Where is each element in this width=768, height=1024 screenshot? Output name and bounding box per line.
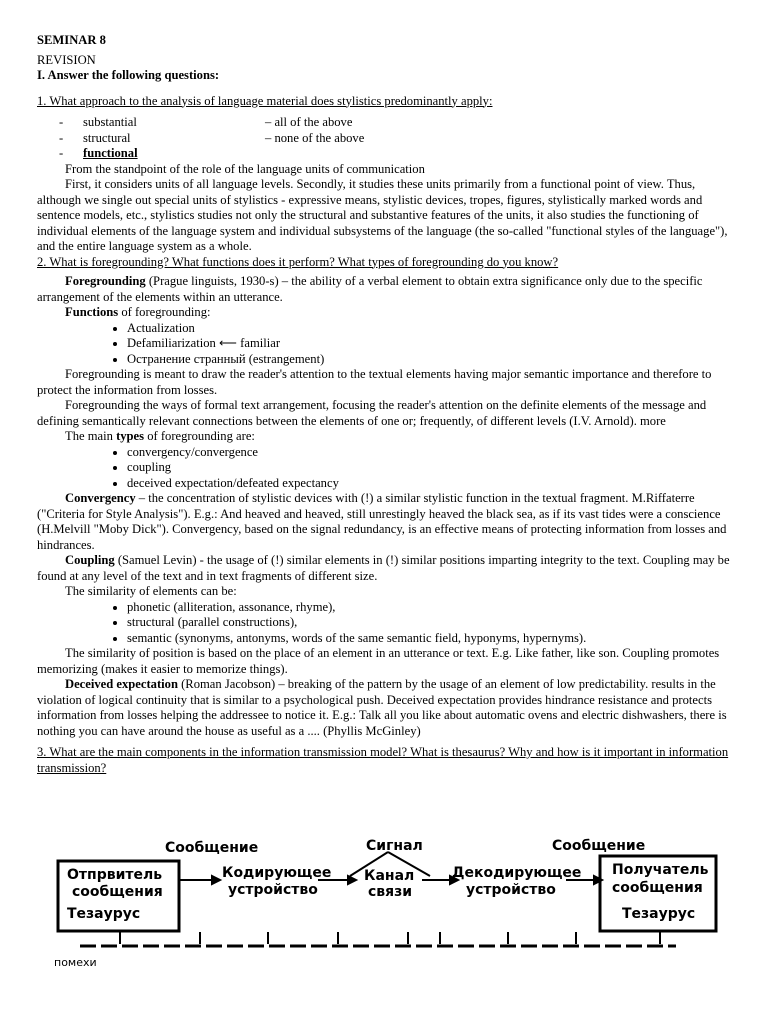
sender-line-3: Тезаурус [67, 906, 141, 922]
decoder-line-1: Декодирующее [452, 865, 582, 881]
list-item: • structural (parallel constructions), [127, 615, 737, 631]
answer-functional: functional [83, 146, 138, 160]
q1-paragraph-1: From the standpoint of the role of the language units of communication [65, 161, 425, 176]
list-item: • phonetic (alliteration, assonance, rhyme), [127, 600, 737, 616]
question-2: 2. What is foregrounding? What functions does it perform? What types of foregrounding do you know? [37, 254, 559, 269]
option-all: – all of the above [265, 115, 353, 129]
convergency-term: Convergency [65, 491, 136, 505]
deceived-def: (Roman Jacobson) – breaking of the pattern by the usage of an element of low predictability. results in the violation of logical continuity that is similar to a psychological push. Deceived expectation provides hindrance resistance and protects information from losses helping the addressee to notice it. E.g.: Talk all you like about automatic ovens and electric dishwashers, there is nothing you can have around the house as useful as a .... (Phyllis McGinley) [37, 677, 727, 738]
signal-label: Сигнал [366, 838, 423, 854]
seminar-title: SEMINAR 8 [37, 33, 106, 47]
functions-term: Functions [65, 305, 119, 319]
coupling-def: (Samuel Levin) - the usage of (!) similar elements in (!) similar positions imparting integrity to the text. Coupling may be found at any level of the text and in text fragments of different size. [37, 553, 730, 583]
encoder-line-1: Кодирующее [222, 865, 332, 881]
sender-line-1: Отпрвитель [67, 867, 163, 883]
revision-label: REVISION [37, 52, 96, 67]
option-substantial: substantial [83, 115, 137, 129]
option-structural: structural [83, 130, 131, 145]
message-right-label: Сообщение [552, 838, 646, 854]
foregrounding-ways: Foregrounding the ways of formal text arrangement, focusing the reader's attention on the definite elements of the message and defining semantically relevant connections between the elements of one or; frequently, of different levels (I.V. Arnold). more [37, 398, 707, 428]
list-item: • coupling [127, 460, 737, 476]
coupling-term: Coupling [65, 553, 115, 567]
list-item: • convergency/convergence [127, 445, 737, 461]
list-item: • Остранение странный (estrangement) [127, 352, 737, 368]
similarity-intro: The similarity of elements can be: [65, 584, 237, 598]
channel-line-1: Канал [364, 868, 415, 884]
message-left-label: Сообщение [165, 840, 259, 856]
question-3: 3. What are the main components in the information transmission model? What is thesaurus? Why and how is it important in information transmission? [37, 745, 729, 775]
list-item: • semantic (synonyms, antonyms, words of the same semantic field, hyponyms, hypernyms). [127, 631, 737, 647]
encoder-line-2: устройство [228, 882, 318, 898]
convergency-def: – the concentration of stylistic devices with (!) a similar stylistic function in the textual fragment. M.Riffaterre ("Criteria for Style Analysis"). E.g.: And heaved and heaved, still unrestingly heaved the black sea, as if its vast tides were a conscience (H.Melvill "Moby Dick"). Convergency, based on the signal redundancy, is an effective means of protecting information from losses and hindrances. [37, 491, 727, 552]
types-pre: The main [65, 429, 117, 443]
section-heading: I. Answer the following questions: [37, 68, 220, 82]
answer-dash: - [59, 146, 64, 160]
foregrounding-def-text: (Prague linguists, 1930-s) – the ability of a verbal element to obtain extra significance only due to the specific arrangement of the elements within an utterance. [37, 274, 703, 304]
decoder-line-2: устройство [466, 882, 556, 898]
sender-line-2: сообщения [72, 884, 163, 900]
foregrounding-term: Foregrounding [65, 274, 146, 288]
foregrounding-purpose: Foregrounding is meant to draw the reader's attention to the textual elements having major semantic importance and therefore to protect the information from losses. [37, 367, 712, 397]
receiver-line-3: Тезаурус [622, 906, 696, 922]
q1-paragraph-2: First, it considers units of all language levels. Secondly, it studies these units primarily from a functional point of view. Thus, although we single out special units of stylistics - expressive means, stylistic devices, tropes, figures, stylistically marked words and sentence models, etc., stylistics studies not only the structural and substantive features of the units, it also studies the functioning of individual elements of the language system and individual subsystems of the language (the so-called "functional styles of the language"), and the entire language system as a whole. [37, 177, 728, 253]
receiver-line-2: сообщения [612, 880, 703, 896]
channel-line-2: связи [368, 884, 413, 900]
receiver-line-1: Получатель [612, 862, 709, 878]
position-paragraph: The similarity of position is based on the place of an element in an utterance or text. E.g. Like father, like son. Coupling promotes memorizing (makes it easier to memorize things). [37, 646, 720, 676]
functions-rest: of foregrounding: [118, 305, 211, 319]
list-item: • Actualization [127, 321, 737, 337]
list-item: • Defamiliarization ⟵ familiar [127, 336, 737, 352]
deceived-term: Deceived expectation [65, 677, 178, 691]
types-term: types [116, 429, 145, 443]
types-post: of foregrounding are: [144, 429, 255, 443]
question-1: 1. What approach to the analysis of language material does stylistics predominantly apply: [37, 93, 493, 108]
noise-label: помехи [54, 956, 97, 969]
list-item: • deceived expectation/defeated expectancy [127, 476, 737, 492]
option-dash: - [59, 115, 64, 129]
option-none: – none of the above [265, 130, 365, 145]
option-dash: - [59, 130, 64, 145]
noise-arrows [120, 932, 660, 944]
arrow-icon [212, 876, 220, 884]
arrow-icon [348, 876, 356, 884]
